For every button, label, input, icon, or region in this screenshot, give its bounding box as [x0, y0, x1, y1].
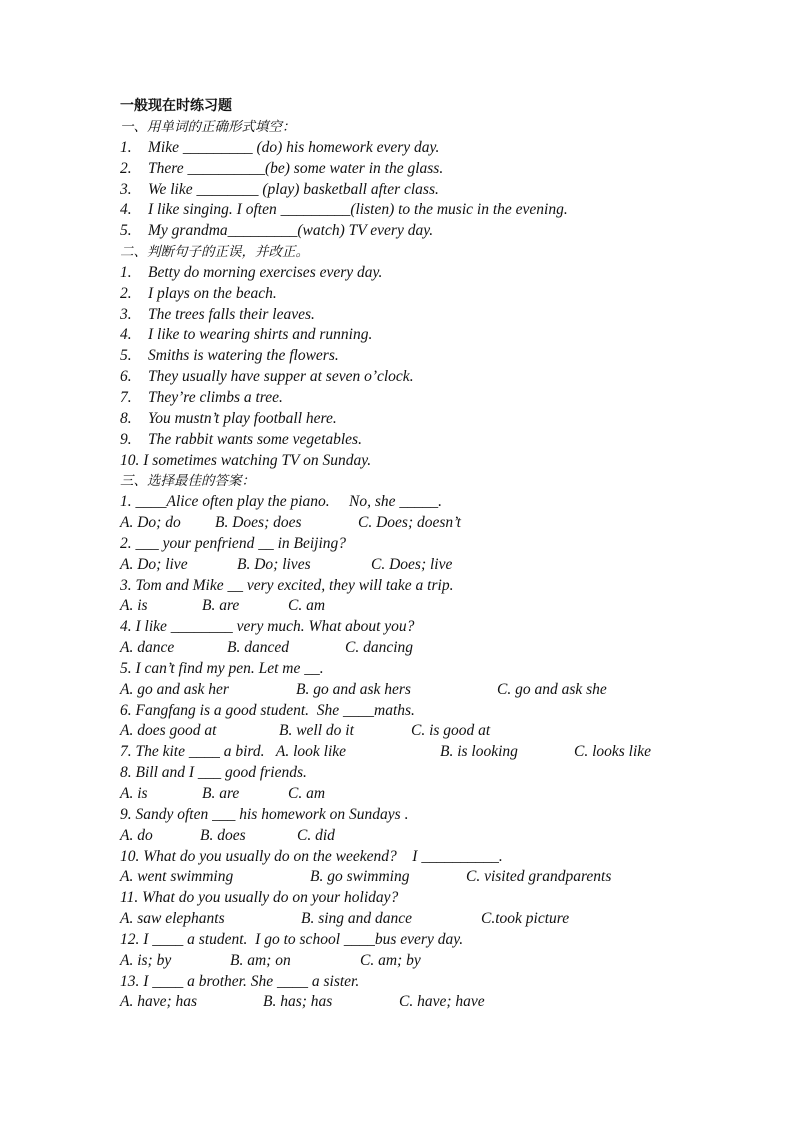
item-text: There __________(be) some water in the glass. — [148, 159, 444, 177]
item-text: They’re climbs a tree. — [148, 388, 283, 406]
answer-option: B. well do it — [279, 722, 354, 740]
exercise-item — [120, 430, 740, 451]
answer-options — [120, 992, 740, 1013]
answer-option: B. are — [202, 597, 240, 615]
answer-option: B. has; has — [263, 993, 333, 1011]
section-heading: 二、判断句子的正误，并改正。 — [120, 244, 309, 261]
question-line: 10. What do you usually do on the weekend? I __________. — [120, 847, 503, 865]
answer-options — [120, 596, 740, 617]
item-text: I plays on the beach. — [148, 284, 277, 302]
item-number: 5. — [120, 222, 132, 240]
item-number: 1. — [120, 263, 132, 281]
answer-option: B. does — [200, 826, 246, 844]
exercise-item — [120, 263, 740, 284]
answer-options — [120, 721, 740, 742]
answer-option: A. do — [120, 826, 153, 844]
answer-option: A. dance — [120, 639, 175, 657]
answer-option: B. am; on — [230, 951, 291, 969]
answer-options — [120, 638, 740, 659]
answer-option: A. is — [120, 785, 148, 802]
answer-option: C. did — [297, 826, 335, 844]
answer-option: B. danced — [227, 639, 289, 657]
answer-option: B. go and ask hers — [296, 680, 411, 698]
item-text: You mustn’t play football here. — [148, 409, 337, 427]
answer-option: B. go swimming — [310, 868, 410, 886]
question-line: 11. What do you usually do on your holiday? — [120, 889, 399, 907]
exercise-item — [120, 200, 740, 221]
item-number: 9. — [120, 430, 132, 448]
item-text: My grandma_________(watch) TV every day. — [148, 222, 434, 240]
item-number: 1. — [120, 138, 132, 156]
exercise-item — [120, 221, 740, 242]
answer-options — [120, 909, 740, 930]
answer-options — [120, 951, 740, 972]
answer-option: C. am — [288, 597, 326, 615]
item-text: Smiths is watering the flowers. — [148, 347, 339, 365]
answer-option: 7. The kite ____ a bird. A. look like — [120, 743, 347, 761]
answer-options — [120, 784, 740, 805]
answer-option: C. have; have — [399, 993, 485, 1011]
item-number: 3. — [120, 180, 132, 198]
item-text: I like singing. I often _________(listen) to the music in the evening. — [148, 201, 568, 219]
answer-option: C. Does; doesn’t — [358, 514, 461, 532]
answer-option: B. is looking — [440, 743, 518, 761]
item-text: The trees falls their leaves. — [148, 305, 315, 323]
item-text: We like ________ (play) basketball after class. — [148, 180, 439, 198]
answer-option: A. went swimming — [120, 868, 234, 886]
exercise-item — [120, 367, 740, 388]
question-line: 2. ___ your penfriend __ in Beijing? — [120, 534, 347, 552]
item-number: 3. — [120, 305, 132, 323]
answer-option: C. go and ask she — [497, 680, 607, 698]
answer-option: B. are — [202, 785, 240, 802]
item-text: They usually have supper at seven o’clock. — [148, 368, 414, 386]
answer-option: C. looks like — [574, 743, 652, 761]
question-line: 4. I like ________ very much. What about you? — [120, 618, 415, 636]
exercise-item — [120, 159, 740, 180]
answer-option: A. saw elephants — [120, 910, 225, 928]
answer-option: C. is good at — [411, 722, 491, 740]
answer-option: A. Do; do — [120, 514, 181, 532]
question-line: 1. ____Alice often play the piano. No, she _____. — [120, 493, 443, 511]
answer-option: A. go and ask her — [120, 680, 229, 698]
answer-option: C. am; by — [360, 951, 421, 969]
page-title: 一般现在时练习题 — [120, 98, 232, 114]
exercise-item — [120, 138, 740, 159]
answer-option: B. Does; does — [215, 514, 302, 532]
exercise-item — [120, 346, 740, 367]
answer-option: C. dancing — [345, 639, 414, 657]
item-number: 6. — [120, 368, 132, 386]
question-line: 12. I ____ a student. I go to school ____bus every day. — [120, 930, 464, 948]
section-heading: 三、选择最佳的答案： — [120, 473, 255, 490]
answer-options — [120, 513, 740, 534]
question-line: 3. Tom and Mike __ very excited, they will take a trip. — [120, 576, 454, 594]
exercise-lines — [120, 117, 740, 1013]
exercise-item — [120, 388, 740, 409]
answer-options — [120, 555, 740, 576]
question-line: 13. I ____ a brother. She ____ a sister. — [120, 972, 360, 990]
answer-option: A. have; has — [120, 993, 198, 1011]
answer-option: A. does good at — [120, 722, 217, 740]
exercise-item — [120, 284, 740, 305]
section-heading: 一、用单词的正确形式填空： — [120, 119, 296, 135]
exercise-item — [120, 409, 740, 430]
answer-option: B. sing and dance — [301, 910, 413, 928]
question-line: 10. I sometimes watching TV on Sunday. — [120, 451, 372, 469]
answer-option: A. is; by — [120, 951, 172, 969]
answer-option: B. Do; lives — [237, 555, 311, 573]
item-number: 2. — [120, 284, 132, 302]
item-text: I like to wearing shirts and running. — [148, 326, 373, 344]
item-number: 2. — [120, 159, 132, 177]
item-number: 5. — [120, 347, 132, 365]
item-text: Betty do morning exercises every day. — [148, 263, 383, 281]
item-number: 4. — [120, 326, 132, 344]
question-line: 5. I can’t find my pen. Let me __. — [120, 659, 324, 677]
answer-option: C. am — [288, 785, 326, 802]
item-number: 8. — [120, 409, 132, 427]
question-line: 9. Sandy often ___ his homework on Sundays . — [120, 805, 409, 823]
item-text: Mike _________ (do) his homework every day. — [148, 138, 440, 156]
answer-option: C. Does; live — [371, 555, 453, 573]
exercise-item — [120, 180, 740, 201]
question-line: 6. Fangfang is a good student. She ____maths. — [120, 701, 415, 719]
exercise-item — [120, 305, 740, 326]
question-line: 8. Bill and I ___ good friends. — [120, 764, 307, 782]
answer-option: C. visited grandparents — [466, 868, 612, 886]
item-number: 7. — [120, 388, 132, 406]
answer-options — [120, 867, 740, 888]
answer-options — [120, 742, 740, 763]
item-text: The rabbit wants some vegetables. — [148, 430, 362, 448]
answer-options — [120, 680, 740, 701]
item-number: 4. — [120, 201, 132, 219]
answer-option: A. Do; live — [120, 555, 188, 573]
exercise-item — [120, 325, 740, 346]
answer-option: A. is — [120, 597, 148, 615]
answer-option: C.took picture — [481, 910, 570, 928]
answer-options — [120, 826, 740, 847]
